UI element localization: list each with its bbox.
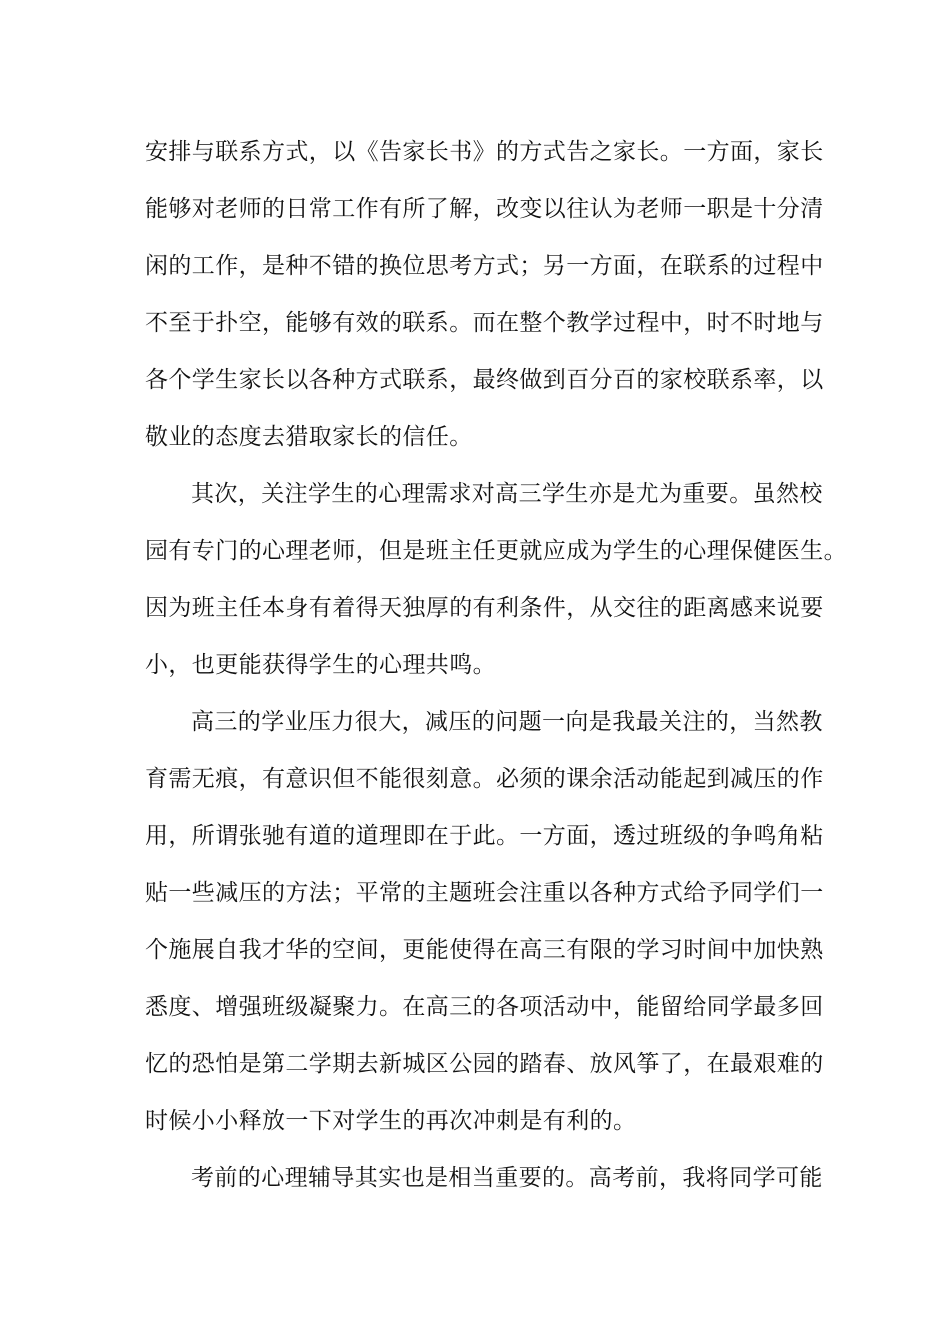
- text-line: 闲的工作，是种不错的换位思考方式；另一方面，在联系的过程中: [145, 253, 824, 279]
- text-line: 因为班主任本身有着得天独厚的有利条件，从交往的距离感来说要: [145, 595, 824, 621]
- text-line: 不至于扑空，能够有效的联系。而在整个教学过程中，时不时地与: [145, 310, 824, 336]
- text-line: 育需无痕，有意识但不能很刻意。必须的课余活动能起到减压的作: [145, 766, 824, 792]
- text-line: 各个学生家长以各种方式联系，最终做到百分百的家校联系率，以: [145, 367, 824, 393]
- text-line: 小，也更能获得学生的心理共鸣。: [145, 652, 496, 678]
- text-line: 能够对老师的日常工作有所了解，改变以往认为老师一职是十分清: [145, 196, 824, 222]
- text-line: 园有专门的心理老师，但是班主任更就应成为学生的心理保健医生。: [145, 538, 847, 564]
- text-line: 悉度、增强班级凝聚力。在高三的各项活动中，能留给同学最多回: [145, 994, 824, 1020]
- paragraph-first-line: 高三的学业压力很大，减压的问题一向是我最关注的，当然教: [191, 709, 823, 735]
- text-line: 时候小小释放一下对学生的再次冲刺是有利的。: [145, 1108, 637, 1134]
- text-line: 个施展自我才华的空间，更能使得在高三有限的学习时间中加快熟: [145, 937, 824, 963]
- text-line: 敬业的态度去猎取家长的信任。: [145, 424, 473, 450]
- text-line: 忆的恐怕是第二学期去新城区公园的踏春、放风筝了，在最艰难的: [145, 1051, 824, 1077]
- paragraph-first-line: 考前的心理辅导其实也是相当重要的。高考前，我将同学可能: [191, 1165, 823, 1191]
- text-line: 贴一些减压的方法；平常的主题班会注重以各种方式给予同学们一: [145, 880, 824, 906]
- text-line: 用，所谓张驰有道的道理即在于此。一方面，透过班级的争鸣角粘: [145, 823, 824, 849]
- text-line: 安排与联系方式，以《告家长书》的方式告之家长。一方面，家长: [145, 139, 824, 165]
- paragraph-first-line: 其次，关注学生的心理需求对高三学生亦是尤为重要。虽然校: [191, 481, 823, 507]
